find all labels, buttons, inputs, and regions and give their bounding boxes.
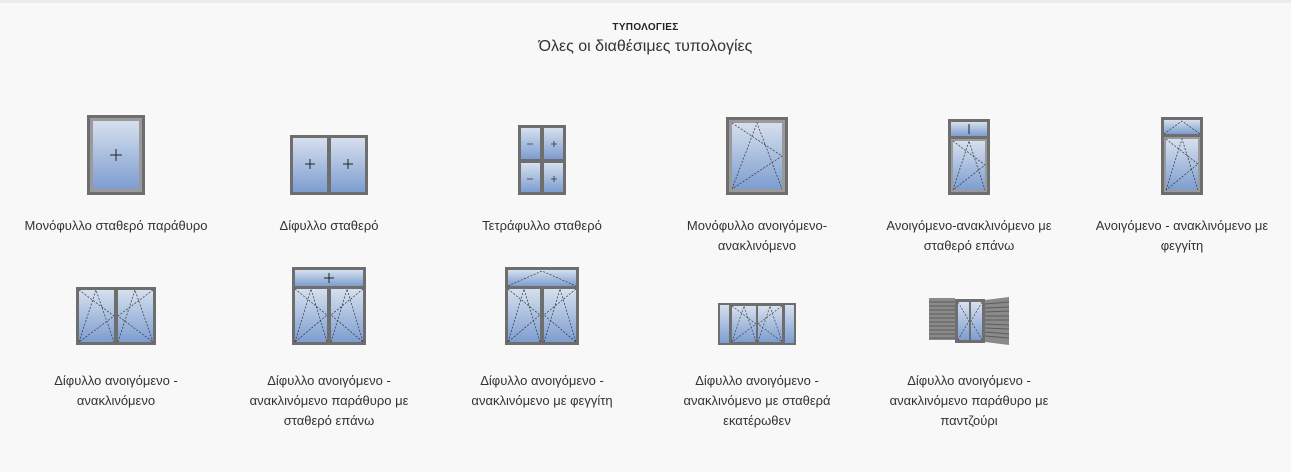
typology-label: Τετράφυλλο σταθερό (482, 218, 602, 233)
double-fixed-window-icon (289, 134, 369, 196)
section-eyebrow: ΤΥΠΟΛΟΓΙΕΣ (612, 22, 679, 33)
single-fixed-window-icon (86, 114, 146, 196)
typology-label: Μονόφυλλο ανοιγόμενο-ανακλινόμενο (686, 218, 828, 253)
double-tilt-turn-fixed-top-window-icon (291, 266, 367, 346)
typology-label: Δίφυλλο ανοιγόμενο - ανακλινόμενο με φεγγίτη (471, 373, 613, 408)
double-tilt-turn-shutter-window-icon (927, 296, 1011, 346)
typology-card-double-tilt-turn-shutter[interactable] (869, 264, 1069, 431)
typology-label: Δίφυλλο ανοιγόμενο - ανακλινόμενο παράθυρο με παντζούρι (889, 373, 1049, 428)
typology-label: Μονόφυλλο σταθερό παράθυρο (24, 218, 208, 233)
typology-card-single-fixed[interactable] (16, 114, 216, 236)
double-tilt-turn-transom-window-icon (504, 266, 580, 346)
typology-card-single-tilt-turn[interactable] (657, 114, 857, 256)
typology-card-double-tilt-turn-transom[interactable] (442, 264, 642, 411)
tilt-turn-transom-window-icon (1160, 116, 1204, 196)
typology-card-double-fixed[interactable] (229, 114, 429, 236)
typology-label: Ανοιγόμενο - ανακλινόμενο με φεγγίτη (1095, 218, 1269, 253)
typology-label: Δίφυλλο ανοιγόμενο - ανακλινόμενο παράθυρο με σταθερό επάνω (249, 373, 409, 428)
typology-card-tilt-turn-transom[interactable] (1082, 114, 1282, 256)
tilt-turn-fixed-top-window-icon (947, 118, 991, 196)
section-title: Όλες οι διαθέσιμες τυπολογίες (538, 38, 753, 55)
typology-card-double-tilt-turn[interactable] (16, 264, 216, 411)
typology-card-double-tilt-turn-side-fixed[interactable] (657, 264, 857, 431)
typology-card-tilt-turn-fixed-top[interactable] (869, 114, 1069, 256)
typology-label: Δίφυλλο ανοιγόμενο - ανακλινόμενο (54, 373, 178, 408)
section-header (0, 22, 1291, 56)
typology-label: Δίφυλλο σταθερό (279, 218, 379, 233)
double-tilt-turn-window-icon (75, 286, 157, 346)
typology-label: Δίφυλλο ανοιγόμενο - ανακλινόμενο με σταθερά εκατέρωθεν (683, 373, 831, 428)
top-divider (0, 0, 1291, 3)
typology-card-double-tilt-turn-fixed-top[interactable] (229, 264, 429, 431)
four-pane-fixed-window-icon (517, 124, 567, 196)
typology-label: Ανοιγόμενο-ανακλινόμενο με σταθερό επάνω (886, 218, 1052, 253)
double-tilt-turn-side-fixed-window-icon (717, 302, 797, 346)
single-tilt-turn-window-icon (725, 116, 789, 196)
typology-card-four-fixed[interactable] (442, 114, 642, 236)
